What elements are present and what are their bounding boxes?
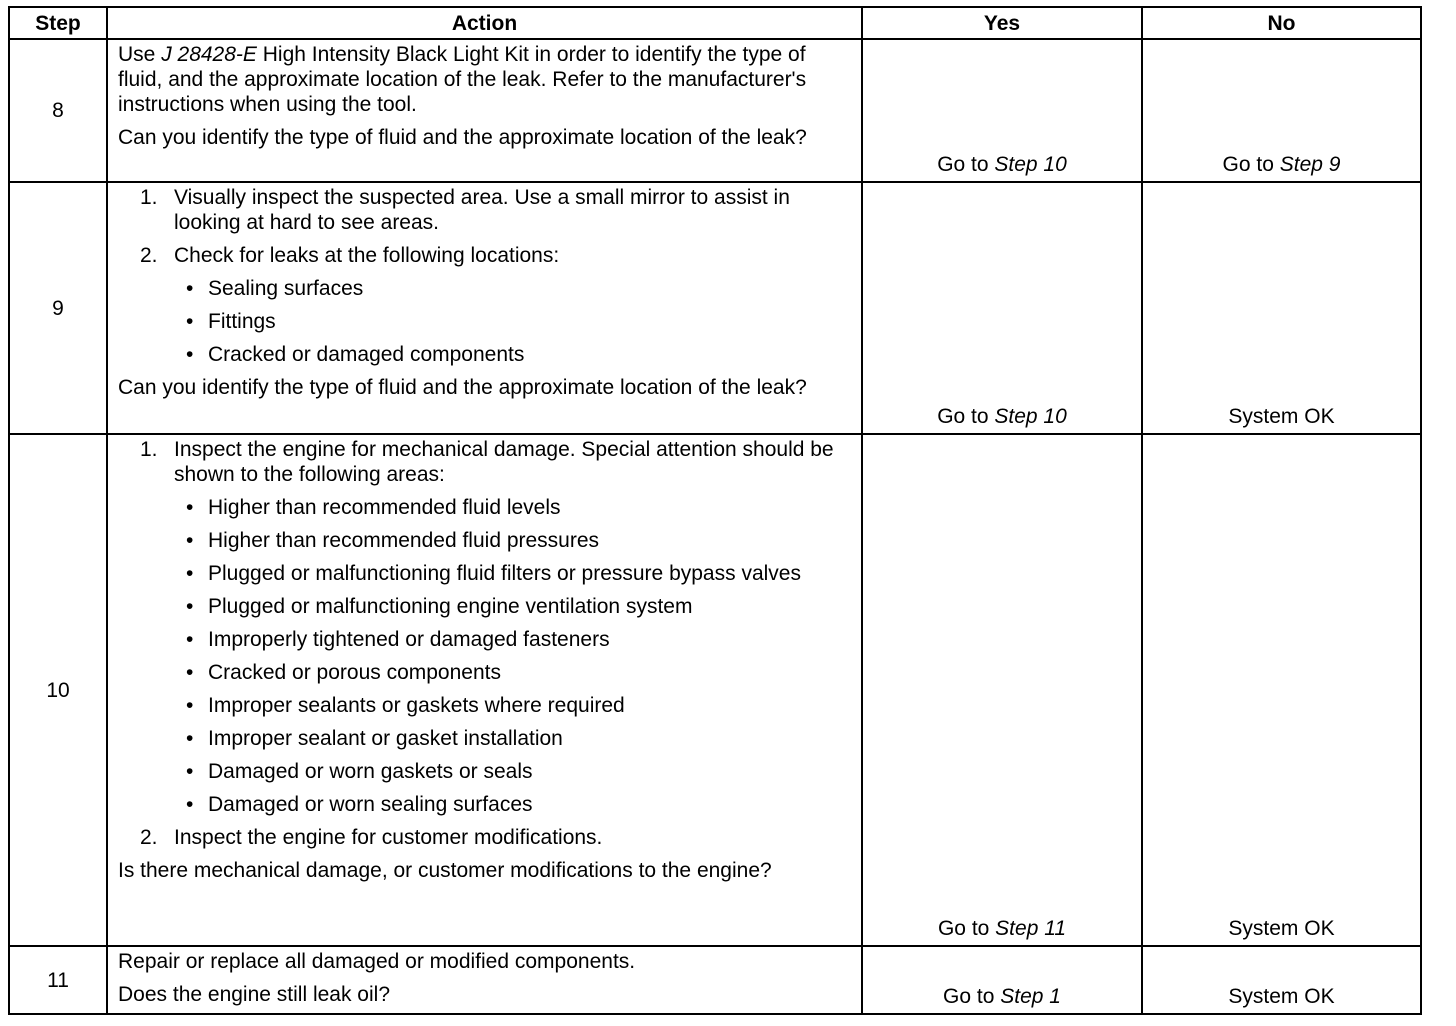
no-cell: System OK <box>1142 434 1421 946</box>
action-question: Does the engine still leak oil? <box>118 983 390 1006</box>
table-row <box>9 434 1421 946</box>
action-cell <box>107 434 862 946</box>
table-row <box>9 182 1421 434</box>
table-row <box>9 39 1421 182</box>
table-row <box>9 946 1421 1014</box>
step-number: 11 <box>9 946 107 1014</box>
step-number: 10 <box>9 434 107 946</box>
bullet-item: • Improper sealants or gaskets where required <box>186 694 625 717</box>
yes-cell: Go to Step 11 <box>862 434 1142 946</box>
bullet-item: • Higher than recommended fluid pressures <box>186 529 600 552</box>
header-step: Step <box>9 7 107 39</box>
yes-cell: Go to Step 10 <box>862 39 1142 182</box>
no-cell: System OK <box>1142 946 1421 1014</box>
action-cell <box>107 182 862 434</box>
no-cell: System OK <box>1142 182 1421 434</box>
action-cell <box>107 39 862 182</box>
step-number: 9 <box>9 182 107 434</box>
no-cell: Go to Step 9 <box>1142 39 1421 182</box>
numbered-item: 1. Visually inspect the suspected area. Use a small mirror to assist in looking at hard to see areas. <box>140 186 790 234</box>
numbered-item: 2. Inspect the engine for customer modifications. <box>140 826 603 849</box>
bullet-item: • Sealing surfaces <box>186 277 364 300</box>
bullet-item: • Fittings <box>186 310 276 333</box>
action-instruction: Repair or replace all damaged or modified components. <box>118 950 636 973</box>
yes-cell: Go to Step 10 <box>862 182 1142 434</box>
bullet-item: • Cracked or porous components <box>186 661 501 684</box>
bullet-item: • Plugged or malfunctioning fluid filters or pressure bypass valves <box>186 562 801 585</box>
action-question: Can you identify the type of fluid and the approximate location of the leak? <box>118 126 807 149</box>
bullet-item: • Damaged or worn gaskets or seals <box>186 760 533 783</box>
numbered-item: 1. Inspect the engine for mechanical damage. Special attention should be shown to the following areas: <box>140 438 834 486</box>
bullet-item: • Plugged or malfunctioning engine ventilation system <box>186 595 693 618</box>
diagnostic-table <box>8 6 1422 1015</box>
yes-step-link[interactable]: Step 1 <box>1000 985 1061 1008</box>
no-step-link[interactable]: Step 9 <box>1279 153 1341 176</box>
yes-step-link[interactable]: Step 10 <box>994 405 1067 428</box>
bullet-item: • Cracked or damaged components <box>186 343 525 366</box>
action-question: Can you identify the type of fluid and the approximate location of the leak? <box>118 376 807 399</box>
header-no: No <box>1142 7 1421 39</box>
bullet-item: • Damaged or worn sealing surfaces <box>186 793 533 816</box>
step-number: 8 <box>9 39 107 182</box>
action-question: Is there mechanical damage, or customer modifications to the engine? <box>118 859 772 882</box>
bullet-item: • Improper sealant or gasket installation <box>186 727 563 750</box>
numbered-item: 2. Check for leaks at the following locations: <box>140 244 560 267</box>
header-action: Action <box>107 7 862 39</box>
yes-cell: Go to Step 1 <box>862 946 1142 1014</box>
bullet-item: • Improperly tightened or damaged fasteners <box>186 628 610 651</box>
header-yes: Yes <box>862 7 1142 39</box>
yes-step-link[interactable]: Step 11 <box>995 917 1067 940</box>
header-row <box>9 7 1421 39</box>
action-instruction: Use J 28428-E High Intensity Black Light Kit in order to identify the type of fluid, and the approximate location of the leak. Refer to the manufacturer's instructions when using the tool. <box>118 43 807 116</box>
action-cell <box>107 946 862 1014</box>
yes-step-link[interactable]: Step 10 <box>994 153 1067 176</box>
bullet-item: • Higher than recommended fluid levels <box>186 496 561 519</box>
tool-reference: J 28428-E <box>161 43 257 66</box>
